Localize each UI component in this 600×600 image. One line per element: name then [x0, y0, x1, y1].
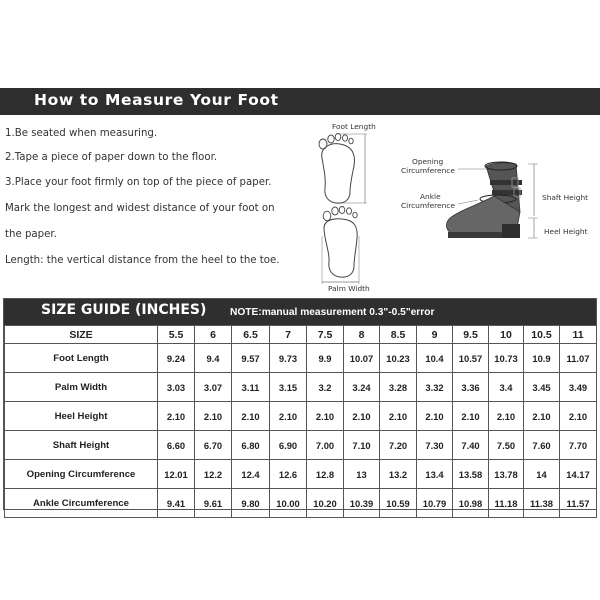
- table-cell: 10.4: [417, 344, 453, 373]
- table-cell: 12.01: [158, 460, 195, 489]
- table-cell: 10.59: [380, 489, 417, 518]
- table-cell: 7.40: [453, 431, 489, 460]
- size-guide-note: NOTE:manual measurement 0.3"-0.5"error: [230, 307, 435, 318]
- boot-diagram: [398, 152, 600, 247]
- table-cell: 12.6: [270, 460, 307, 489]
- table-cell: 13.58: [453, 460, 489, 489]
- boot-icon: [398, 152, 600, 247]
- size-guide-title: SIZE GUIDE (INCHES): [41, 302, 207, 318]
- size-guide: [3, 298, 597, 510]
- opening-label: Opening: [412, 157, 444, 166]
- table-row: [5, 431, 597, 460]
- size-column-header: 9: [417, 326, 453, 344]
- table-cell: 7.30: [417, 431, 453, 460]
- table-cell: 14.17: [560, 460, 597, 489]
- measure-title: How to Measure Your Foot: [34, 91, 279, 109]
- table-cell: 3.36: [453, 373, 489, 402]
- table-cell: 10.73: [489, 344, 524, 373]
- table-cell: 12.4: [232, 460, 270, 489]
- table-cell: 6.90: [270, 431, 307, 460]
- palm-width-label: Palm Width: [328, 284, 370, 293]
- table-cell: 6.80: [232, 431, 270, 460]
- table-cell: 2.10: [489, 402, 524, 431]
- table-cell: 3.03: [158, 373, 195, 402]
- table-cell: 13.78: [489, 460, 524, 489]
- table-cell: 2.10: [195, 402, 232, 431]
- table-row: [5, 460, 597, 489]
- size-guide-header: [4, 299, 596, 325]
- table-cell: 9.73: [270, 344, 307, 373]
- ankle-circumference-label: Circumference: [401, 201, 455, 210]
- size-table: [4, 325, 597, 518]
- table-cell: 12.8: [307, 460, 344, 489]
- table-cell: 9.41: [158, 489, 195, 518]
- step-line: the paper.: [5, 229, 57, 240]
- row-label: Shaft Height: [5, 431, 158, 460]
- row-label: Opening Circumference: [5, 460, 158, 489]
- step-line: Mark the longest and widest distance of your foot on: [5, 203, 275, 214]
- table-cell: 2.10: [158, 402, 195, 431]
- table-cell: 10.39: [344, 489, 380, 518]
- table-cell: 12.2: [195, 460, 232, 489]
- table-cell: 7.10: [344, 431, 380, 460]
- table-cell: 2.10: [380, 402, 417, 431]
- table-cell: 11.07: [560, 344, 597, 373]
- table-cell: 10.98: [453, 489, 489, 518]
- table-cell: 10.23: [380, 344, 417, 373]
- size-header-cell: SIZE: [5, 326, 158, 344]
- step-line: 1.Be seated when measuring.: [5, 128, 158, 139]
- table-cell: 13: [344, 460, 380, 489]
- foot-outline-icon: [300, 118, 400, 296]
- table-cell: 11.57: [560, 489, 597, 518]
- foot-length-label: Foot Length: [332, 122, 376, 131]
- table-cell: 2.10: [453, 402, 489, 431]
- table-cell: 11.18: [489, 489, 524, 518]
- table-cell: 9.24: [158, 344, 195, 373]
- table-cell: 9.4: [195, 344, 232, 373]
- table-cell: 3.32: [417, 373, 453, 402]
- table-cell: 2.10: [417, 402, 453, 431]
- row-label: Heel Height: [5, 402, 158, 431]
- table-row: [5, 344, 597, 373]
- row-label: Palm Width: [5, 373, 158, 402]
- size-column-header: 7.5: [307, 326, 344, 344]
- table-cell: 3.45: [524, 373, 560, 402]
- table-cell: 13.2: [380, 460, 417, 489]
- table-cell: 3.24: [344, 373, 380, 402]
- step-line: 2.Tape a piece of paper down to the floor.: [5, 152, 218, 163]
- table-cell: 10.79: [417, 489, 453, 518]
- table-cell: 3.11: [232, 373, 270, 402]
- table-cell: 10.9: [524, 344, 560, 373]
- table-cell: 3.28: [380, 373, 417, 402]
- table-cell: 10.00: [270, 489, 307, 518]
- size-column-header: 8: [344, 326, 380, 344]
- size-column-header: 8.5: [380, 326, 417, 344]
- table-row: [5, 402, 597, 431]
- step-line: 3.Place your foot firmly on top of the piece of paper.: [5, 177, 272, 188]
- table-cell: 9.61: [195, 489, 232, 518]
- table-cell: 7.70: [560, 431, 597, 460]
- table-cell: 10.07: [344, 344, 380, 373]
- table-cell: 10.57: [453, 344, 489, 373]
- table-cell: 2.10: [232, 402, 270, 431]
- table-cell: 2.10: [524, 402, 560, 431]
- measure-header: [0, 88, 600, 115]
- opening-circumference-label: Circumference: [401, 166, 455, 175]
- table-cell: 2.10: [344, 402, 380, 431]
- table-cell: 10.20: [307, 489, 344, 518]
- table-row: [5, 373, 597, 402]
- table-cell: 3.4: [489, 373, 524, 402]
- size-column-header: 9.5: [453, 326, 489, 344]
- heel-height-label: Heel Height: [544, 227, 588, 236]
- size-column-header: 6: [195, 326, 232, 344]
- table-cell: 3.15: [270, 373, 307, 402]
- table-cell: 14: [524, 460, 560, 489]
- table-cell: 2.10: [560, 402, 597, 431]
- table-cell: 6.60: [158, 431, 195, 460]
- table-cell: 7.50: [489, 431, 524, 460]
- size-column-header: 7: [270, 326, 307, 344]
- size-column-header: 10.5: [524, 326, 560, 344]
- table-cell: 11.38: [524, 489, 560, 518]
- table-cell: 9.80: [232, 489, 270, 518]
- size-header-row: [5, 326, 597, 344]
- table-cell: 2.10: [270, 402, 307, 431]
- table-cell: 6.70: [195, 431, 232, 460]
- table-cell: 3.2: [307, 373, 344, 402]
- row-label: Ankle Circumference: [5, 489, 158, 518]
- size-column-header: 10: [489, 326, 524, 344]
- step-line: Length: the vertical distance from the heel to the toe.: [5, 255, 280, 266]
- table-cell: 2.10: [307, 402, 344, 431]
- table-cell: 9.9: [307, 344, 344, 373]
- table-row: [5, 489, 597, 518]
- foot-diagram: [300, 118, 400, 296]
- size-column-header: 5.5: [158, 326, 195, 344]
- table-cell: 13.4: [417, 460, 453, 489]
- table-cell: 3.07: [195, 373, 232, 402]
- size-table-body: [5, 344, 597, 518]
- row-label: Foot Length: [5, 344, 158, 373]
- table-cell: 7.20: [380, 431, 417, 460]
- size-column-header: 6.5: [232, 326, 270, 344]
- table-cell: 3.49: [560, 373, 597, 402]
- table-cell: 7.60: [524, 431, 560, 460]
- table-cell: 9.57: [232, 344, 270, 373]
- size-column-header: 11: [560, 326, 597, 344]
- ankle-label: Ankle: [420, 192, 441, 201]
- shaft-height-label: Shaft Height: [542, 193, 589, 202]
- table-cell: 7.00: [307, 431, 344, 460]
